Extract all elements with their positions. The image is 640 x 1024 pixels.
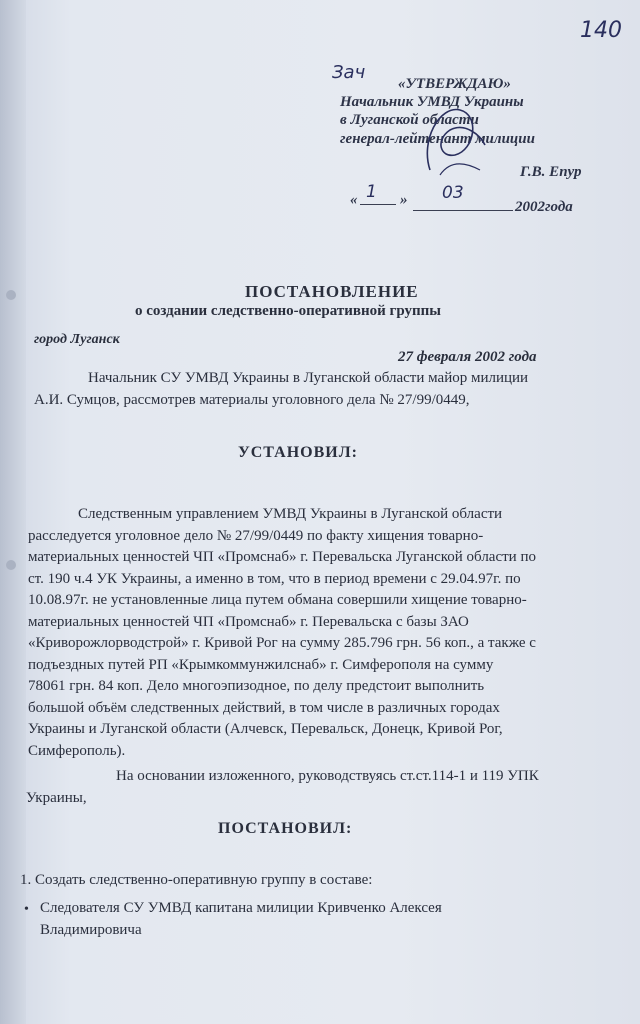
approval-date-year: 2002года [515, 199, 573, 215]
approval-rank: генерал-лейтенант милиции [340, 131, 535, 147]
established-heading: УСТАНОВИЛ: [238, 444, 358, 461]
signature-icon [420, 100, 490, 180]
bullet-icon: • [24, 902, 29, 917]
approval-date-month: 03 [442, 183, 464, 203]
approval-region: в Луганской области [340, 112, 479, 128]
approval-name: Г.В. Епур [520, 164, 582, 180]
document-title: ПОСТАНОВЛЕНИЕ [245, 282, 419, 301]
approval-handwritten-mark: Зач [332, 62, 366, 83]
approval-date-mid: » [400, 192, 408, 208]
approval-heading: «УТВЕРЖДАЮ» [398, 76, 511, 92]
established-paragraph: Следственным управлением УМВД Украины в Луганской области расследуется уголовное дело № 27/99/0449 по факту хищения товарно- материальных ценностей ЧП «Промснаб» г. Перевальска Луганской области по ст. 190 ч.4 УК Украины, а именно в том, что в период времени с 29.04.97г. по 10.08.97г. не установленные лица путем обмана совершили хищение товарно- материальных ценностей ЧП «Промснаб» г. Перевальска с базы ЗАО «Криворожлорводстрой» г. Кривой Рог на сумму 285.796 грн. 56 коп., а также с подъездных путей РП «Крымкоммунжилснаб» г. Симферополя на сумму 78061 грн. 84 коп. Дело многоэпизодное, по делу предстоит выполнить большой объём следственных действий, в том числе в различных городах Украины и Луганской области (Алчевск, Перевальск, Донецк, Кривой Рог, Симферополь). [28, 506, 536, 759]
intro-paragraph: Начальник СУ УМВД Украины в Луганской области майор милиции А.И. Сумцов, рассмотрев материалы уголовного дела № 27/99/0449, [34, 370, 529, 408]
item-one: 1. Создать следственно-оперативную группу в составе: [20, 872, 373, 888]
approval-position: Начальник УМВД Украины [340, 94, 524, 110]
date-day-underline [360, 204, 396, 205]
document-date: 27 февраля 2002 года [398, 349, 537, 365]
date-month-underline [413, 210, 513, 211]
approval-date-open: « [350, 192, 358, 208]
basis-paragraph: На основании изложенного, руководствуясь ст.ст.114-1 и 119 УПК Украины, [26, 768, 539, 806]
document-subtitle: о создании следственно-оперативной группы [135, 303, 441, 319]
page-number: 140 [580, 18, 622, 43]
bullet-item-investigator: Следователя СУ УМВД капитана милиции Кривченко Алексея Владимировича [40, 900, 442, 938]
resolved-heading: ПОСТАНОВИЛ: [218, 820, 353, 837]
document-place: город Луганск [34, 332, 120, 347]
binding-edge [0, 0, 26, 1024]
approval-date-day: 1 [366, 182, 377, 202]
